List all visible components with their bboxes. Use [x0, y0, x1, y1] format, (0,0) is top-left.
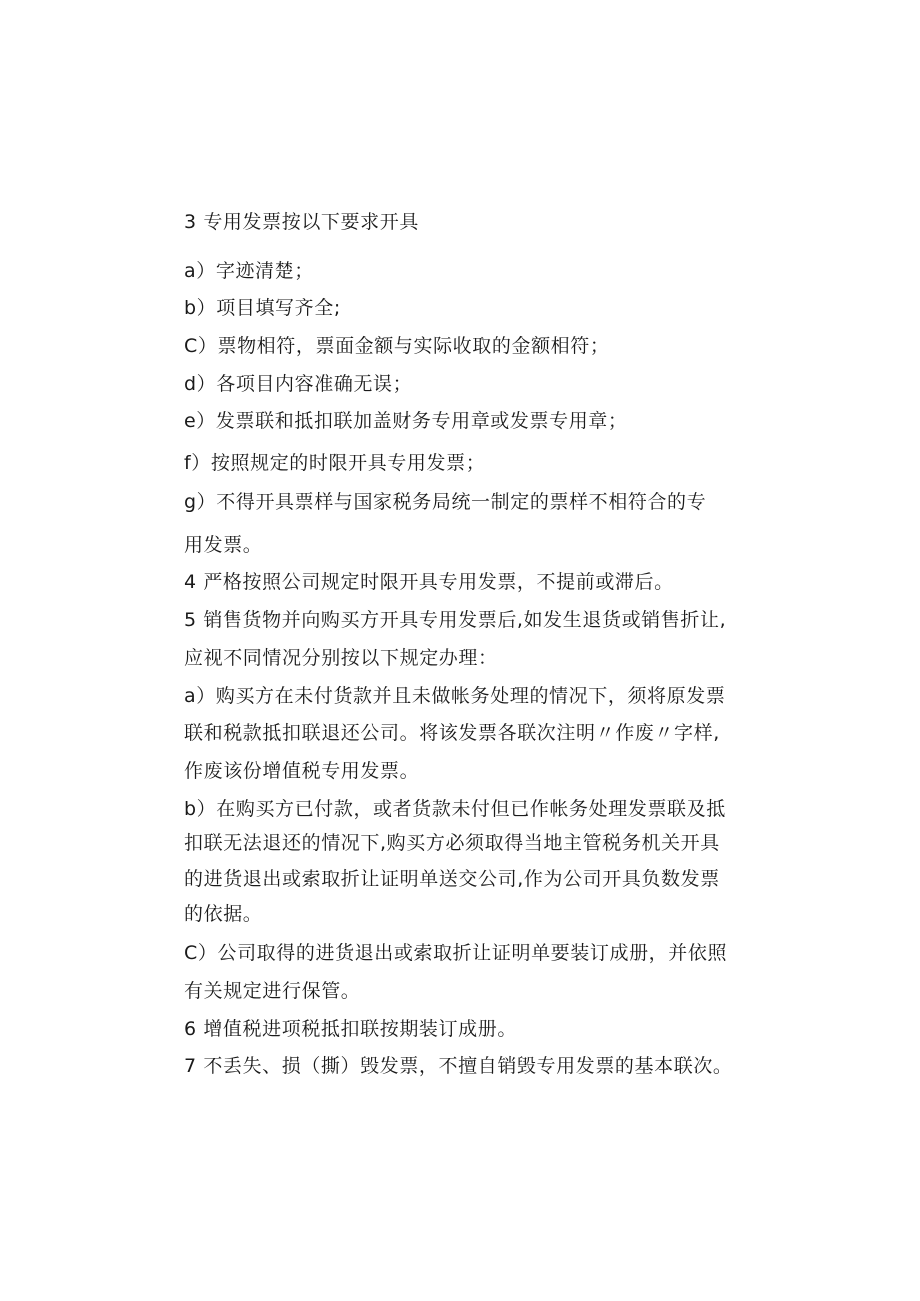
subitem-b: b）在购买方已付款，或者货款未付但已作帐务处理发票联及抵: [184, 798, 726, 820]
paragraph-5-continued: 应视不同情况分别按以下规定办理：: [184, 647, 498, 669]
list-item-d: d）各项目内容准确无误；: [184, 373, 413, 395]
paragraph-5: 5 销售货物并向购买方开具专用发票后,如发生退货或销售折让,: [184, 609, 727, 631]
section-heading-3: 3 专用发票按以下要求开具: [184, 211, 419, 233]
list-item-e: e）发票联和抵扣联加盖财务专用章或发票专用章；: [184, 410, 628, 432]
list-item-c: C）票物相符，票面金额与实际收取的金额相符；: [184, 335, 610, 357]
paragraph-7: 7 不丢失、损（撕）毁发票，不擅自销毁专用发票的基本联次。: [184, 1055, 733, 1077]
list-item-b: b）项目填写齐全;: [184, 297, 341, 319]
subitem-b-continued-2: 的进货退出或索取折让证明单送交公司,作为公司开具负数发票: [184, 868, 720, 890]
list-item-g: g）不得开具票样与国家税务局统一制定的票样不相符合的专: [184, 491, 707, 513]
list-item-g-continued: 用发票。: [184, 534, 263, 556]
subitem-b-continued-3: 的依据。: [184, 903, 263, 925]
list-item-a: a）字迹清楚；: [184, 260, 314, 282]
subitem-b-continued-1: 扣联无法退还的情况下,购买方必须取得当地主管税务机关开具: [184, 832, 720, 854]
subitem-c-continued: 有关规定进行保管。: [184, 980, 361, 1002]
subitem-a-continued-1: 联和税款抵扣联退还公司。将该发票各联次注明〃作废〃字样,: [184, 722, 720, 744]
paragraph-6: 6 增值税进项税抵扣联按期装订成册。: [184, 1018, 517, 1040]
subitem-a-continued-2: 作废该份增值税专用发票。: [184, 760, 420, 782]
subitem-c: C）公司取得的进货退出或索取折让证明单要装订成册，并依照: [184, 942, 728, 964]
paragraph-4: 4 严格按照公司规定时限开具专用发票，不提前或滞后。: [184, 571, 674, 593]
list-item-f: f）按照规定的时限开具专用发票；: [184, 452, 486, 474]
subitem-a: a）购买方在未付货款并且未做帐务处理的情况下，须将原发票: [184, 685, 726, 707]
